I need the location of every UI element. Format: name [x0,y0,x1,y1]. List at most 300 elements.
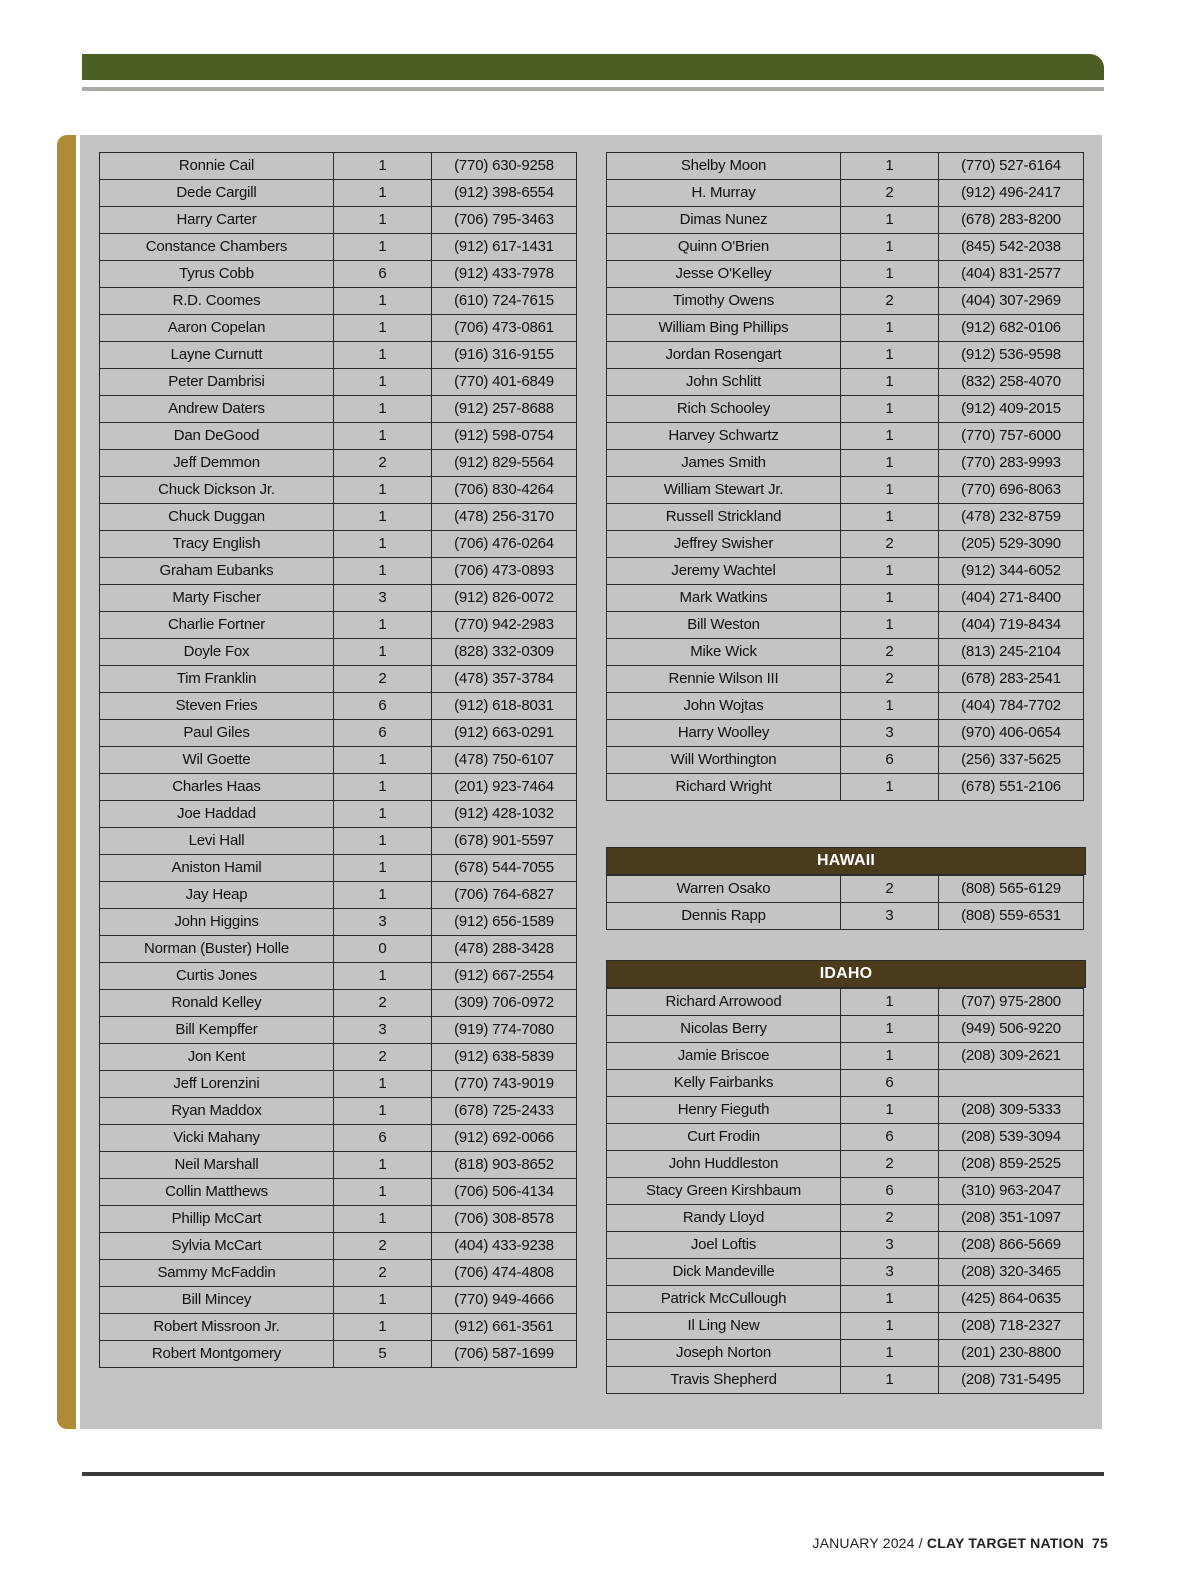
table-row [100,180,577,207]
table-row [100,423,577,450]
member-phone: (404) 271-8400 [939,585,1084,612]
member-phone: (770) 942-2983 [432,612,577,639]
member-count: 3 [841,1259,939,1286]
member-name: Jamie Briscoe [607,1043,841,1070]
member-name: Bill Weston [607,612,841,639]
member-name: Harvey Schwartz [607,423,841,450]
member-phone: (770) 757-6000 [939,423,1084,450]
table-row [100,828,577,855]
member-name: H. Murray [607,180,841,207]
member-count: 1 [334,477,432,504]
table-row [100,207,577,234]
member-count: 1 [334,342,432,369]
member-name: Aniston Hamil [100,855,334,882]
table-row [607,531,1084,558]
table-row [100,1152,577,1179]
member-count: 6 [841,1178,939,1205]
member-count: 2 [334,990,432,1017]
member-phone: (478) 256-3170 [432,504,577,531]
member-name: Robert Montgomery [100,1341,334,1368]
member-count: 2 [841,639,939,666]
table-row [100,315,577,342]
table-row [607,261,1084,288]
member-count: 1 [841,234,939,261]
member-phone: (309) 706-0972 [432,990,577,1017]
member-count: 1 [334,396,432,423]
member-name: William Bing Phillips [607,315,841,342]
member-name: Warren Osako [607,876,841,903]
member-name: Richard Arrowood [607,989,841,1016]
member-name: Sylvia McCart [100,1233,334,1260]
member-count: 3 [841,720,939,747]
member-name: Tracy English [100,531,334,558]
member-name: Marty Fischer [100,585,334,612]
member-count: 1 [334,1098,432,1125]
section-header-hawaii: HAWAII [606,847,1086,875]
member-name: Mark Watkins [607,585,841,612]
member-count: 1 [841,612,939,639]
member-name: Sammy McFaddin [100,1260,334,1287]
page-footer [812,1535,1108,1551]
member-phone: (678) 725-2433 [432,1098,577,1125]
member-name: Aaron Copelan [100,315,334,342]
member-phone: (706) 830-4264 [432,477,577,504]
member-count: 1 [841,1016,939,1043]
member-name: Quinn O'Brien [607,234,841,261]
member-name: Curt Frodin [607,1124,841,1151]
member-phone: (208) 309-2621 [939,1043,1084,1070]
member-phone: (707) 975-2800 [939,989,1084,1016]
header-accent-bar [82,54,1104,80]
table-row [100,1098,577,1125]
member-name: Robert Missroon Jr. [100,1314,334,1341]
member-name: Richard Wright [607,774,841,801]
member-name: Jeffrey Swisher [607,531,841,558]
member-phone: (208) 351-1097 [939,1205,1084,1232]
member-phone: (912) 428-1032 [432,801,577,828]
table-row [100,720,577,747]
member-count: 3 [841,1232,939,1259]
member-name: Kelly Fairbanks [607,1070,841,1097]
table-row [100,747,577,774]
member-phone: (912) 618-8031 [432,693,577,720]
member-count: 1 [841,1286,939,1313]
member-phone: (912) 667-2554 [432,963,577,990]
member-phone: (706) 587-1699 [432,1341,577,1368]
member-name: Randy Lloyd [607,1205,841,1232]
member-count: 2 [841,876,939,903]
member-count: 6 [334,261,432,288]
table-row [100,234,577,261]
member-count: 1 [334,801,432,828]
member-phone: (912) 656-1589 [432,909,577,936]
member-phone: (678) 283-8200 [939,207,1084,234]
member-name: Dede Cargill [100,180,334,207]
member-name: John Wojtas [607,693,841,720]
member-name: Timothy Owens [607,288,841,315]
table-row [100,936,577,963]
table-row [100,963,577,990]
member-phone: (808) 565-6129 [939,876,1084,903]
table-row [607,693,1084,720]
member-name: Andrew Daters [100,396,334,423]
member-phone: (832) 258-4070 [939,369,1084,396]
member-count: 1 [334,207,432,234]
member-count: 1 [841,450,939,477]
member-count: 1 [841,504,939,531]
member-count: 1 [841,1313,939,1340]
table-row [100,1044,577,1071]
member-name: Rich Schooley [607,396,841,423]
directory-table-left [99,152,577,1368]
member-phone: (706) 506-4134 [432,1179,577,1206]
table-row [607,876,1084,903]
member-count: 1 [841,558,939,585]
member-phone: (970) 406-0654 [939,720,1084,747]
member-count: 2 [841,1205,939,1232]
member-phone: (310) 963-2047 [939,1178,1084,1205]
member-count: 1 [334,558,432,585]
member-name: Ronald Kelley [100,990,334,1017]
member-phone: (208) 309-5333 [939,1097,1084,1124]
member-count: 1 [334,504,432,531]
member-phone: (912) 661-3561 [432,1314,577,1341]
member-count: 1 [334,855,432,882]
member-phone: (208) 539-3094 [939,1124,1084,1151]
member-phone: (916) 316-9155 [432,342,577,369]
member-count: 2 [841,666,939,693]
table-row [100,1206,577,1233]
member-name: Jon Kent [100,1044,334,1071]
member-count: 1 [841,261,939,288]
member-name: Norman (Buster) Holle [100,936,334,963]
member-phone: (205) 529-3090 [939,531,1084,558]
member-name: Patrick McCullough [607,1286,841,1313]
member-count: 2 [334,666,432,693]
table-row [607,423,1084,450]
member-count: 1 [334,1071,432,1098]
member-count: 1 [334,1179,432,1206]
member-phone: (770) 527-6164 [939,153,1084,180]
member-name: Travis Shepherd [607,1367,841,1394]
table-row [100,1260,577,1287]
table-row [100,990,577,1017]
member-phone: (912) 663-0291 [432,720,577,747]
member-name: Layne Curnutt [100,342,334,369]
member-phone: (912) 433-7978 [432,261,577,288]
member-phone: (208) 866-5669 [939,1232,1084,1259]
member-phone: (404) 784-7702 [939,693,1084,720]
table-row [607,234,1084,261]
member-count: 1 [841,342,939,369]
table-row [607,558,1084,585]
member-count: 2 [841,288,939,315]
member-name: Jeff Demmon [100,450,334,477]
table-row [100,612,577,639]
member-count: 1 [841,396,939,423]
member-count: 1 [841,207,939,234]
member-name: Harry Carter [100,207,334,234]
member-count: 1 [334,612,432,639]
member-count: 3 [334,585,432,612]
member-name: Rennie Wilson III [607,666,841,693]
member-count: 1 [334,1287,432,1314]
member-name: Graham Eubanks [100,558,334,585]
member-name: Bill Mincey [100,1287,334,1314]
member-name: Joseph Norton [607,1340,841,1367]
member-phone: (912) 536-9598 [939,342,1084,369]
header-rule [82,87,1104,91]
directory-table-idaho [606,988,1084,1394]
table-row [100,153,577,180]
member-phone: (256) 337-5625 [939,747,1084,774]
member-count: 1 [334,828,432,855]
table-row [607,180,1084,207]
table-row [100,1314,577,1341]
member-phone: (808) 559-6531 [939,903,1084,930]
issue-date: JANUARY 2024 / [812,1535,927,1551]
table-row [607,1151,1084,1178]
table-row [607,774,1084,801]
member-name: Chuck Dickson Jr. [100,477,334,504]
member-phone: (706) 474-4808 [432,1260,577,1287]
member-phone: (912) 682-0106 [939,315,1084,342]
member-phone: (706) 764-6827 [432,882,577,909]
member-count: 1 [334,774,432,801]
table-row [100,693,577,720]
footer-rule [82,1472,1104,1476]
member-name: Doyle Fox [100,639,334,666]
member-name: Shelby Moon [607,153,841,180]
table-row [100,1233,577,1260]
member-name: Joel Loftis [607,1232,841,1259]
member-name: Russell Strickland [607,504,841,531]
member-phone: (912) 829-5564 [432,450,577,477]
member-name: Joe Haddad [100,801,334,828]
member-count: 1 [334,234,432,261]
member-name: John Higgins [100,909,334,936]
member-count: 2 [841,531,939,558]
member-name: Charlie Fortner [100,612,334,639]
table-row [100,585,577,612]
member-name: Curtis Jones [100,963,334,990]
member-count: 1 [841,423,939,450]
member-phone: (912) 257-8688 [432,396,577,423]
member-count: 1 [334,315,432,342]
member-count: 1 [841,477,939,504]
member-name: Charles Haas [100,774,334,801]
member-name: Jay Heap [100,882,334,909]
table-row [607,1043,1084,1070]
member-count: 1 [841,369,939,396]
table-row [607,1016,1084,1043]
table-row [100,342,577,369]
table-row [100,531,577,558]
member-name: Dick Mandeville [607,1259,841,1286]
member-phone: (912) 598-0754 [432,423,577,450]
member-phone: (770) 949-4666 [432,1287,577,1314]
member-name: Peter Dambrisi [100,369,334,396]
table-row [100,639,577,666]
table-row [607,585,1084,612]
member-name: Neil Marshall [100,1152,334,1179]
member-count: 1 [334,369,432,396]
member-phone: (818) 903-8652 [432,1152,577,1179]
table-row [607,369,1084,396]
table-row [100,450,577,477]
table-row [607,396,1084,423]
page-number: 75 [1092,1535,1108,1551]
member-name: Ronnie Cail [100,153,334,180]
member-name: Dan DeGood [100,423,334,450]
member-count: 2 [334,1260,432,1287]
member-phone: (678) 544-7055 [432,855,577,882]
table-row [100,1341,577,1368]
table-row [607,207,1084,234]
member-phone: (678) 283-2541 [939,666,1084,693]
table-row [100,666,577,693]
member-count: 1 [334,423,432,450]
member-count: 3 [334,909,432,936]
member-phone: (478) 750-6107 [432,747,577,774]
table-row [100,1287,577,1314]
member-phone: (706) 795-3463 [432,207,577,234]
table-row [100,801,577,828]
table-row [100,477,577,504]
member-count: 1 [334,1206,432,1233]
table-row [607,747,1084,774]
member-name: Harry Woolley [607,720,841,747]
member-phone: (770) 283-9993 [939,450,1084,477]
member-count: 1 [841,1097,939,1124]
member-name: John Huddleston [607,1151,841,1178]
table-row [607,477,1084,504]
member-phone: (610) 724-7615 [432,288,577,315]
member-phone: (912) 826-0072 [432,585,577,612]
member-name: Nicolas Berry [607,1016,841,1043]
member-phone: (912) 638-5839 [432,1044,577,1071]
table-row [100,261,577,288]
member-name: Dimas Nunez [607,207,841,234]
member-name: James Smith [607,450,841,477]
member-name: Steven Fries [100,693,334,720]
member-name: Wil Goette [100,747,334,774]
member-name: Tim Franklin [100,666,334,693]
member-count: 1 [841,153,939,180]
member-count: 1 [841,774,939,801]
table-row [607,639,1084,666]
member-phone: (404) 307-2969 [939,288,1084,315]
table-row [100,369,577,396]
member-count: 1 [334,531,432,558]
magazine-title: CLAY TARGET NATION [926,1535,1085,1551]
table-row [100,774,577,801]
table-row [607,1340,1084,1367]
member-count: 1 [334,1314,432,1341]
member-count: 1 [334,1152,432,1179]
table-row [607,450,1084,477]
table-row [100,855,577,882]
member-name: Will Worthington [607,747,841,774]
member-name: John Schlitt [607,369,841,396]
member-phone: (425) 864-0635 [939,1286,1084,1313]
member-phone: (770) 696-8063 [939,477,1084,504]
member-count: 1 [334,288,432,315]
member-phone: (770) 401-6849 [432,369,577,396]
table-row [100,1071,577,1098]
table-row [100,1017,577,1044]
table-row [607,1259,1084,1286]
member-count: 1 [334,747,432,774]
table-row [607,666,1084,693]
member-name: Ryan Maddox [100,1098,334,1125]
member-count: 6 [334,693,432,720]
member-phone: (201) 923-7464 [432,774,577,801]
member-phone: (813) 245-2104 [939,639,1084,666]
member-name: Jeff Lorenzini [100,1071,334,1098]
member-name: Henry Fieguth [607,1097,841,1124]
table-row [100,288,577,315]
member-count: 6 [334,1125,432,1152]
member-count: 1 [334,180,432,207]
table-row [607,1178,1084,1205]
member-count: 6 [841,1070,939,1097]
member-phone: (404) 433-9238 [432,1233,577,1260]
member-name: Bill Kempffer [100,1017,334,1044]
member-name: Stacy Green Kirshbaum [607,1178,841,1205]
member-name: Jeremy Wachtel [607,558,841,585]
member-phone: (912) 496-2417 [939,180,1084,207]
section-header-idaho: IDAHO [606,960,1086,988]
member-count: 2 [334,1044,432,1071]
table-row [607,1124,1084,1151]
table-row [607,1205,1084,1232]
side-accent-strip [57,135,76,1429]
member-phone [939,1070,1084,1097]
member-count: 6 [334,720,432,747]
table-row [100,1179,577,1206]
member-phone: (912) 692-0066 [432,1125,577,1152]
member-count: 1 [841,315,939,342]
member-count: 2 [841,180,939,207]
member-count: 1 [841,1340,939,1367]
table-row [607,612,1084,639]
member-phone: (770) 743-9019 [432,1071,577,1098]
member-name: Phillip McCart [100,1206,334,1233]
member-name: Vicki Mahany [100,1125,334,1152]
member-phone: (706) 308-8578 [432,1206,577,1233]
member-phone: (208) 718-2327 [939,1313,1084,1340]
member-phone: (208) 859-2525 [939,1151,1084,1178]
member-count: 3 [334,1017,432,1044]
member-name: Mike Wick [607,639,841,666]
table-row [607,1232,1084,1259]
member-phone: (478) 232-8759 [939,504,1084,531]
member-name: Paul Giles [100,720,334,747]
member-name: Constance Chambers [100,234,334,261]
member-phone: (770) 630-9258 [432,153,577,180]
member-count: 6 [841,747,939,774]
member-count: 2 [334,1233,432,1260]
table-row [607,903,1084,930]
member-phone: (478) 357-3784 [432,666,577,693]
member-phone: (706) 473-0861 [432,315,577,342]
member-phone: (678) 551-2106 [939,774,1084,801]
table-row [607,1070,1084,1097]
member-count: 1 [334,639,432,666]
member-phone: (912) 617-1431 [432,234,577,261]
member-phone: (706) 473-0893 [432,558,577,585]
